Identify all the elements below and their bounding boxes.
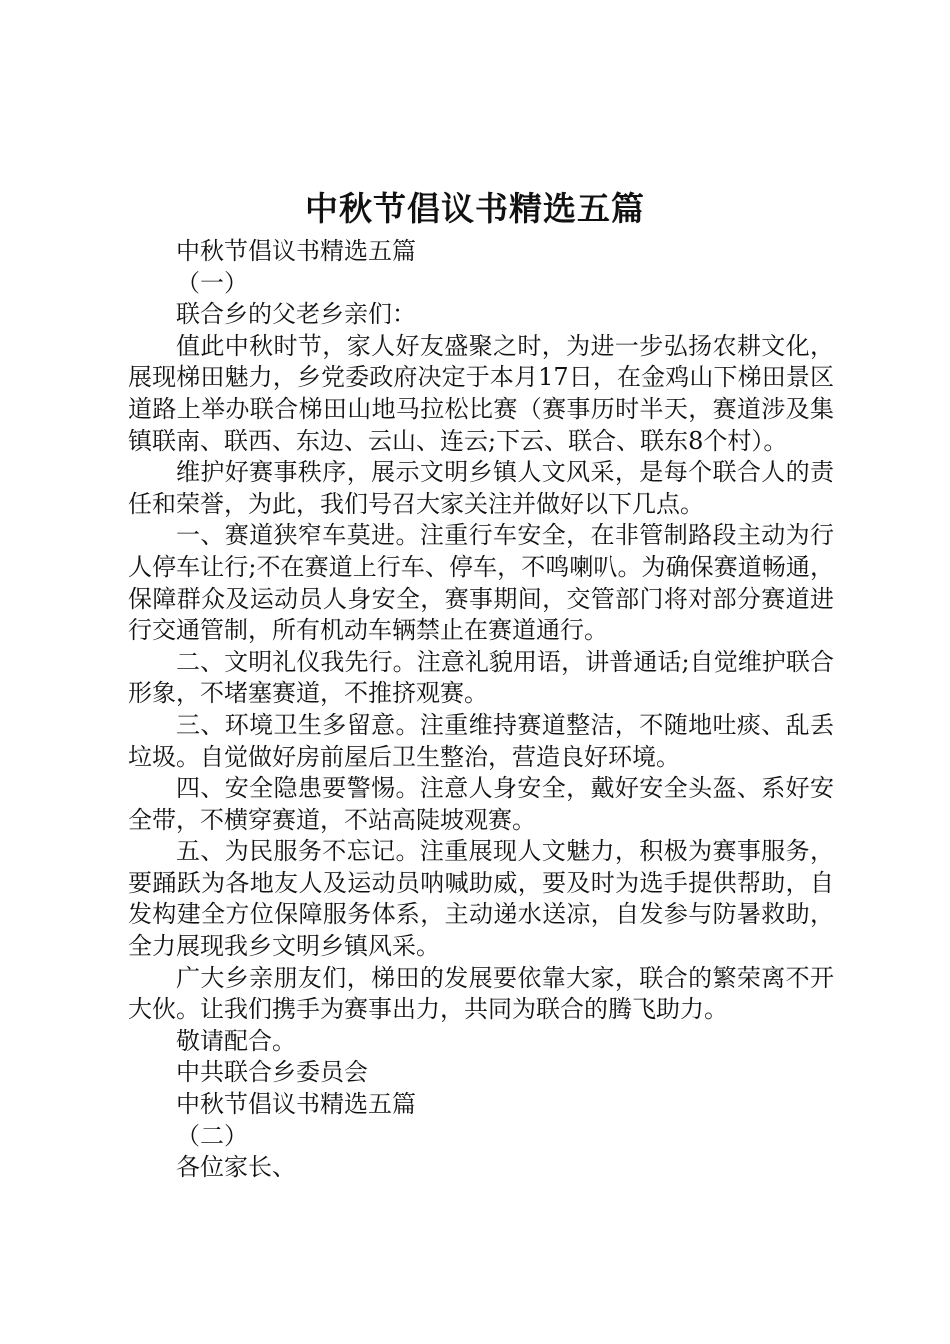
section-number-two: （二） xyxy=(176,1121,248,1150)
closing-paragraph: 广大乡亲朋友们，梯田的发展要依靠大家，联合的繁荣离不开大伙。让我们携手为赛事出力，共同为联合的腾飞助力。 xyxy=(128,963,834,1024)
call-paragraph: 维护好赛事秩序，展示文明乡镇人文风采，是每个联合人的责任和荣誉，为此，我们号召大家关注并做好以下几点。 xyxy=(128,458,834,518)
point-three-paragraph: 三、环境卫生多留意。注重维持赛道整洁，不随地吐痰、乱丢垃圾。自觉做好房前屋后卫生整治，营造良好环境。 xyxy=(128,710,834,771)
point-two-paragraph: 二、文明礼仪我先行。注意礼貌用语，讲普通话;自觉维护联合形象，不堵塞赛道，不推挤观赛。 xyxy=(128,647,834,708)
signature-line: 中共联合乡委员会 xyxy=(176,1058,368,1087)
subtitle-line: 中秋节倡议书精选五篇 xyxy=(176,237,416,265)
salutation-2: 各位家长、 xyxy=(176,1153,296,1182)
intro-paragraph: 值此中秋时节，家人好友盛聚之时，为进一步弘扬农耕文化，展现梯田魅力，乡党委政府决定于本月17日，在金鸡山下梯田景区道路上举办联合梯田山地马拉松比赛（赛事历时半天，赛道涉及集镇联南、联西、东边、云山、连云;下云、联合、联东8个村）。 xyxy=(128,331,834,455)
section-number-one: （一） xyxy=(176,268,248,297)
document-title: 中秋节倡议书精选五篇 xyxy=(305,189,645,228)
point-four-paragraph: 四、安全隐患要警惕。注意人身安全，戴好安全头盔、系好安全带，不横穿赛道，不站高陡坡观赛。 xyxy=(128,774,834,834)
salutation: 联合乡的父老乡亲们： xyxy=(176,300,416,329)
document-body xyxy=(128,236,834,1184)
request-line: 敬请配合。 xyxy=(176,1026,296,1055)
point-five-paragraph: 五、为民服务不忘记。注重展现人文魅力，积极为赛事服务，要踊跃为各地友人及运动员呐喊助威，要及时为选手提供帮助，自发构建全方位保障服务体系，主动递水送凉，自发参与防暑救助，全力展现我乡文明乡镇风采。 xyxy=(128,837,834,961)
subtitle-line-2: 中秋节倡议书精选五篇 xyxy=(176,1090,416,1119)
point-one-paragraph: 一、赛道狭窄车莫进。注重行车安全，在非管制路段主动为行人停车让行;不在赛道上行车、停车，不鸣喇叭。为确保赛道畅通，保障群众及运动员人身安全，赛事期间，交管部门将对部分赛道进行交通管制，所有机动车辆禁止在赛道通行。 xyxy=(128,521,834,645)
